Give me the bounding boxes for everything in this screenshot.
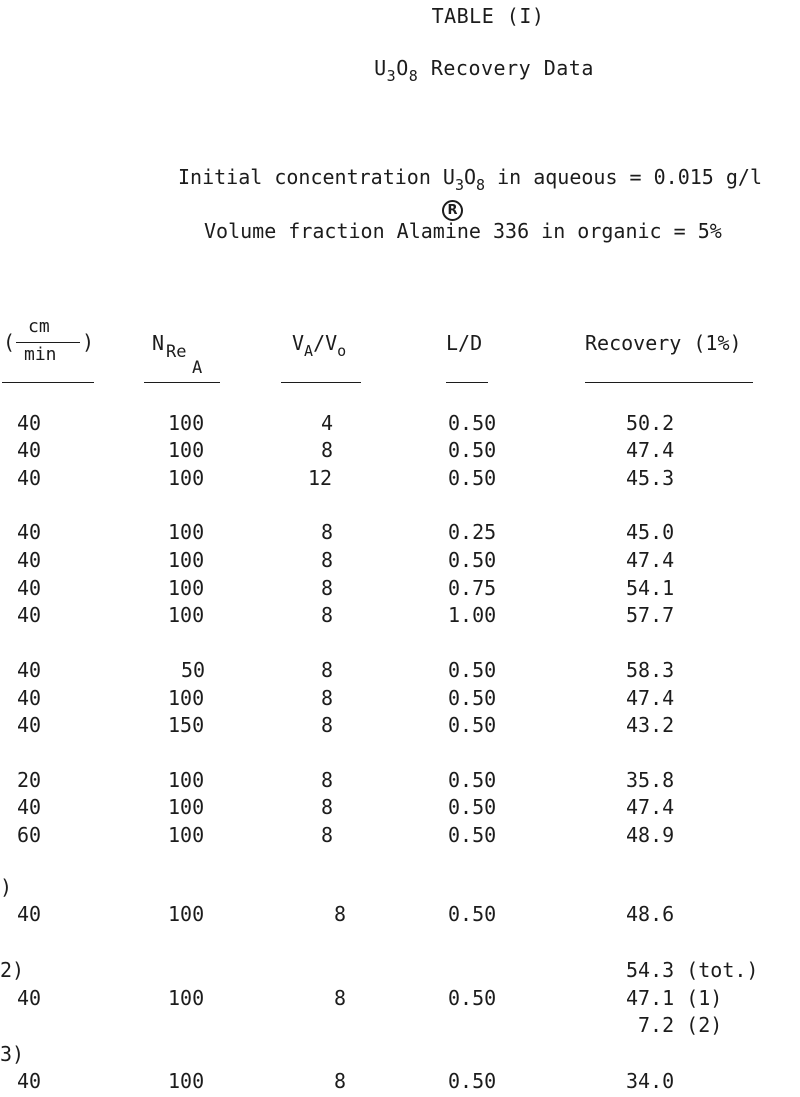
cell-reynolds: 100	[168, 686, 205, 710]
table-subtitle: $U_3O_8$ Recovery Data	[374, 56, 594, 85]
cell-length-diameter: 0.50	[448, 466, 497, 490]
group-marker: 3)	[0, 1042, 25, 1066]
cell-volume-ratio: 8	[321, 576, 334, 600]
header-velocity-fraction-bar	[16, 342, 80, 343]
cell-volume-ratio: 12	[308, 466, 333, 490]
cell-velocity: 40	[17, 795, 42, 819]
cell-velocity: 40	[17, 713, 42, 737]
cell-volume-ratio: 8	[321, 795, 334, 819]
cell-reynolds: 100	[168, 768, 205, 792]
cell-length-diameter: 0.50	[448, 658, 497, 682]
cell-reynolds: 100	[168, 576, 205, 600]
header-rule-volume-ratio	[281, 382, 361, 383]
cell-velocity: 40	[17, 466, 42, 490]
cell-reynolds: 100	[168, 411, 205, 435]
cell-reynolds: 100	[168, 986, 205, 1010]
cell-reynolds: 100	[168, 466, 205, 490]
cell-recovery: 47.4	[626, 795, 675, 819]
cell-velocity: 40	[17, 1069, 42, 1093]
cell-velocity: 40	[17, 603, 42, 627]
cell-length-diameter: 0.50	[448, 986, 497, 1010]
header-rule-velocity	[2, 382, 94, 383]
cell-length-diameter: 0.50	[448, 411, 497, 435]
cell-velocity: 60	[17, 823, 42, 847]
cell-length-diameter: 0.50	[448, 795, 497, 819]
cell-recovery: 47.4	[626, 686, 675, 710]
cell-volume-ratio: 4	[321, 411, 334, 435]
cell-recovery-second: 7.2 (2)	[638, 1013, 723, 1037]
header-reynolds-sub1: Re	[166, 342, 187, 362]
cell-velocity: 40	[17, 411, 42, 435]
cell-length-diameter: 0.50	[448, 686, 497, 710]
cell-volume-ratio: 8	[321, 658, 334, 682]
cell-velocity: 40	[17, 438, 42, 462]
cell-length-diameter: 1.00	[448, 603, 497, 627]
header-velocity-denominator: min	[24, 344, 57, 365]
header-length-diameter: L/D	[446, 331, 483, 355]
cell-recovery: 43.2	[626, 713, 675, 737]
cell-volume-ratio: 8	[321, 520, 334, 544]
header-reynolds: N	[152, 331, 165, 355]
cell-reynolds: 100	[168, 548, 205, 572]
cell-volume-ratio: 8	[321, 548, 334, 572]
cell-recovery: 58.3	[626, 658, 675, 682]
cell-length-diameter: 0.50	[448, 823, 497, 847]
cell-volume-ratio: 8	[334, 1069, 347, 1093]
cell-recovery: 48.9	[626, 823, 675, 847]
cell-length-diameter: 0.25	[448, 520, 497, 544]
cell-length-diameter: 0.50	[448, 438, 497, 462]
cell-volume-ratio: 8	[334, 902, 347, 926]
cell-velocity: 40	[17, 902, 42, 926]
cell-length-diameter: 0.75	[448, 576, 497, 600]
cell-recovery: 45.3	[626, 466, 675, 490]
header-rule-recovery	[585, 382, 753, 383]
initial-concentration-note: Initial concentration $U_3O_8$ in aqueous = 0.015 g/l	[178, 165, 763, 194]
cell-volume-ratio: 8	[321, 438, 334, 462]
header-reynolds-sub2: A	[192, 358, 203, 378]
cell-recovery: 48.6	[626, 902, 675, 926]
cell-reynolds: 100	[168, 520, 205, 544]
cell-volume-ratio: 8	[321, 768, 334, 792]
volume-fraction-note: Volume fraction Alamine 336 in organic = 5%	[204, 219, 722, 243]
cell-velocity: 20	[17, 768, 42, 792]
cell-length-diameter: 0.50	[448, 1069, 497, 1093]
cell-recovery: 47.1 (1)	[626, 986, 723, 1010]
cell-velocity: 40	[17, 686, 42, 710]
cell-velocity: 40	[17, 520, 42, 544]
cell-velocity: 40	[17, 576, 42, 600]
header-recovery: Recovery (1%)	[585, 331, 742, 355]
cell-volume-ratio: 8	[321, 686, 334, 710]
cell-velocity: 40	[17, 548, 42, 572]
cell-reynolds: 100	[168, 823, 205, 847]
cell-length-diameter: 0.50	[448, 548, 497, 572]
header-rule-length-diameter	[446, 382, 488, 383]
cell-velocity: 40	[17, 986, 42, 1010]
cell-length-diameter: 0.50	[448, 713, 497, 737]
cell-recovery: 57.7	[626, 603, 675, 627]
cell-volume-ratio: 8	[334, 986, 347, 1010]
cell-recovery: 54.1	[626, 576, 675, 600]
group-marker: 2)	[0, 958, 25, 982]
cell-reynolds: 100	[168, 795, 205, 819]
cell-volume-ratio: 8	[321, 603, 334, 627]
cell-volume-ratio: 8	[321, 823, 334, 847]
cell-recovery: 47.4	[626, 438, 675, 462]
cell-recovery-total: 54.3 (tot.)	[626, 958, 759, 982]
cell-recovery: 35.8	[626, 768, 675, 792]
registered-mark: R	[442, 200, 463, 221]
header-rule-reynolds	[144, 382, 220, 383]
cell-reynolds: 100	[168, 1069, 205, 1093]
cell-reynolds: 50	[181, 658, 206, 682]
cell-velocity: 40	[17, 658, 42, 682]
cell-recovery: 34.0	[626, 1069, 675, 1093]
cell-reynolds: 100	[168, 603, 205, 627]
cell-length-diameter: 0.50	[448, 902, 497, 926]
header-velocity-close: )	[82, 330, 95, 354]
cell-volume-ratio: 8	[321, 713, 334, 737]
cell-reynolds: 150	[168, 713, 205, 737]
cell-reynolds: 100	[168, 902, 205, 926]
cell-recovery: 50.2	[626, 411, 675, 435]
cell-reynolds: 100	[168, 438, 205, 462]
cell-recovery: 47.4	[626, 548, 675, 572]
header-velocity-open: (	[3, 330, 16, 354]
cell-recovery: 45.0	[626, 520, 675, 544]
header-volume-ratio: $V_A/V_o$	[292, 331, 347, 360]
group-marker: )	[0, 875, 13, 899]
table-title: TABLE (I)	[431, 4, 545, 28]
header-velocity-numerator: cm	[28, 316, 50, 337]
cell-length-diameter: 0.50	[448, 768, 497, 792]
